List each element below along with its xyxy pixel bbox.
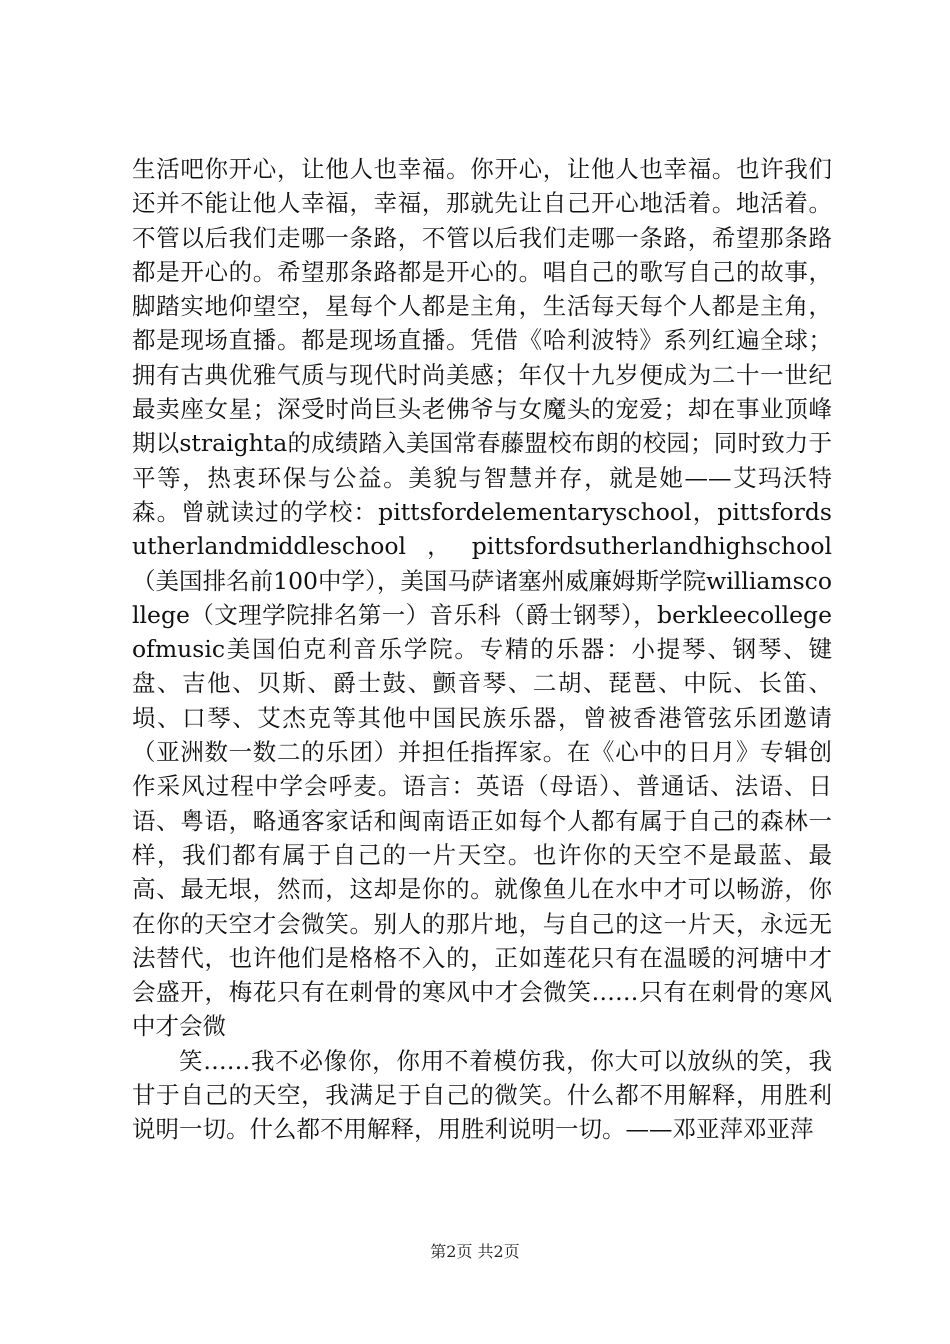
page-number-footer: 第2页 共2页 [430, 1242, 520, 1261]
paragraph-1: 生活吧你开心，让他人也幸福。你开心，让他人也幸福。也许我们还并不能让他人幸福，幸福，那就先让自己开心地活着。地活着。不管以后我们走哪一条路，不管以后我们走哪一条路，希望那条路都是开心的。希望那条路都是开心的。唱自己的歌写自己的故事，脚踏实地仰望空，星每个人都是主角，生活每天每个人都是主角，都是现场直播。都是现场直播。凭借《哈利波特》系列红遍全球；拥有古典优雅气质与现代时尚美感；年仅十九岁便成为二十一世纪最卖座女星；深受时尚巨头老佛爷与女魔头的宠爱；却在事业顶峰期以straighta的成绩踏入美国常春藤盟校布朗的校园；同时致力于平等，热衷环保与公益。美貌与智慧并存，就是她——艾玛沃特森。曾就读过的学校：pittsfordelementaryschool，pittsfordsutherlandmiddleschool，pittsfordsutherlandhighschool（美国排名前100中学），美国马萨诸塞州威廉姆斯学院williamscollege（文理学院排名第一）音乐科（爵士钢琴），berkleecollegeofmusic美国伯克利音乐学院。专精的乐器：小提琴、钢琴、键盘、吉他、贝斯、爵士鼓、颤音琴、二胡、琵琶、中阮、长笛、埙、口琴、艾杰克等其他中国民族乐器，曾被香港管弦乐团邀请（亚洲数一数二的乐团）并担任指挥家。在《心中的日月》专辑创作采风过程中学会呼麦。语言：英语（母语）、普通话、法语、日语、粤语，略通客家话和闽南语正如每个人都有属于自己的森林一样，我们都有属于自己的一片天空。也许你的天空不是最蓝、最高、最无垠，然而，这却是你的。就像鱼儿在水中才可以畅游，你在你的天空才会微笑。别人的那片地，与自己的这一片天，永远无法替代，也许他们是格格不入的，正如莲花只有在温暖的河塘中才会盛开，梅花只有在刺骨的寒风中才会微笑……只有在刺骨的寒风中才会微 [132, 155, 832, 1041]
body-text [132, 152, 832, 1147]
paragraph-2: 笑……我不必像你，你用不着模仿我，你大可以放纵的笑，我甘于自己的天空，我满足于自己的微笑。什么都不用解释，用胜利说明一切。什么都不用解释，用胜利说明一切。——邓亚萍邓亚萍 [132, 1046, 832, 1144]
